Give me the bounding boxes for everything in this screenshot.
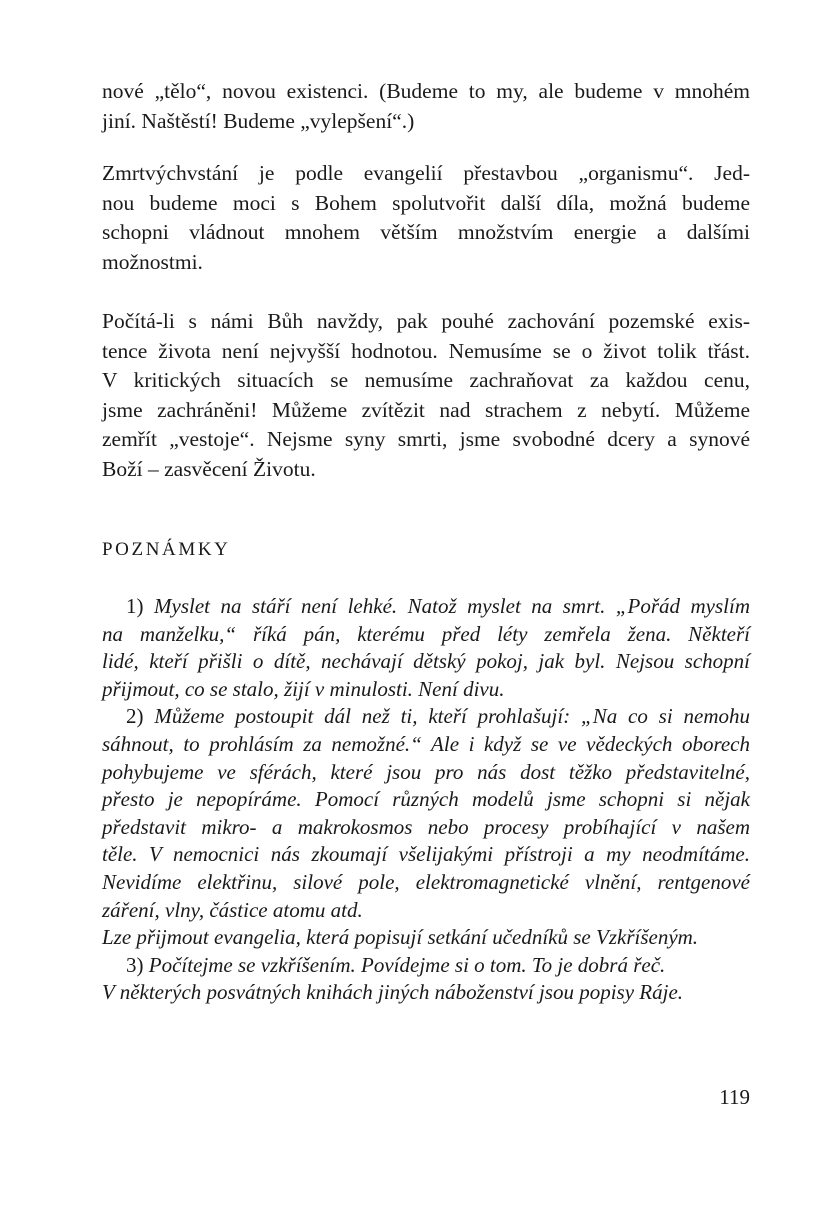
note-text: Můžeme postoupit dál než ti, kteří prohlašují: „Na co si nemohu — [154, 704, 750, 729]
note-line — [102, 952, 750, 980]
page-number: 119 — [719, 1085, 750, 1109]
note-number: 2) — [126, 704, 144, 729]
note-line — [102, 593, 750, 621]
text-line: tence života není nejvyšší hodnotou. Nemusíme se o život tolik třást. — [102, 338, 750, 363]
note-line: Nevidíme elektřinu, silové pole, elektromagnetické vlnění, rentgenové — [102, 869, 750, 894]
text-line: schopni vládnout mnohem větším množstvím energie a dalšími — [102, 220, 750, 244]
note-text: Počítejme se vzkříšením. Povídejme si o tom. To je dobrá řeč. — [148, 952, 666, 977]
text-line: V kritických situacích se nemusíme zachraňovat za každou cenu, — [102, 368, 750, 392]
text-line: jsme zachráněni! Můžeme zvítězit nad strachem z nebytí. Můžeme — [102, 397, 750, 422]
text-line: nové „tělo“, novou existenci. (Budeme to my, ale budeme v mnohém — [102, 79, 750, 103]
paragraph-2 — [102, 159, 750, 277]
note-line: Lze přijmout evangelia, která popisují setkání učedníků se Vzkříšeným. — [102, 925, 699, 950]
note-line: na manželku,“ říká pán, kterému před léty zemřela žena. Někteří — [102, 621, 750, 646]
note-number: 3) — [126, 952, 144, 977]
note-3 — [102, 952, 750, 1007]
note-line: přijmout, co se stalo, žijí v minulosti. Není divu. — [102, 676, 505, 701]
paragraph-3 — [102, 307, 750, 484]
note-2 — [102, 703, 750, 951]
note-line: představit mikro- a makrokosmos nebo procesy probíhající v našem — [102, 814, 750, 839]
text-line: Zmrtvýchvstání je podle evangelií přestavbou „organismu“. Jed- — [102, 161, 750, 185]
text-line: jiní. Naštěstí! Budeme „vylepšení“.) — [102, 108, 415, 133]
notes-heading: POZNÁMKY — [102, 539, 231, 560]
paragraph-1 — [102, 77, 750, 136]
text-line: zemřít „vestoje“. Nejsme syny smrti, jsme svobodné dcery a synové — [102, 427, 750, 451]
note-text: Myslet na stáří není lehké. Natož myslet na smrt. „Pořád myslím — [154, 594, 751, 618]
text-line: Počítá-li s námi Bůh navždy, pak pouhé zachování pozemské exis- — [102, 309, 750, 333]
text-line: možnostmi. — [102, 249, 203, 274]
note-line: těle. V nemocnici nás zkoumají všelijakými přístroji a my neodmítáme. — [102, 842, 750, 867]
note-line: V některých posvátných knihách jiných náboženství jsou popisy Ráje. — [102, 980, 684, 1005]
note-line: sáhnout, to prohlásím za nemožné.“ Ale i když se ve vědeckých oborech — [102, 731, 750, 756]
text-line: Boží – zasvěcení Životu. — [102, 456, 316, 481]
note-line — [102, 703, 750, 731]
note-number: 1) — [126, 594, 144, 618]
note-line: pohybujeme ve sférách, které jsou pro nás dost těžko představitelné, — [102, 759, 750, 784]
note-line: lidé, kteří přišli o dítě, nechávají dětský pokoj, jak byl. Nejsou schopní — [102, 649, 750, 674]
note-1 — [102, 593, 750, 703]
text-line: nou budeme moci s Bohem spolutvořit další díla, možná budeme — [102, 190, 750, 215]
notes-section — [102, 593, 750, 1007]
note-line: přesto je nepopíráme. Pomocí různých modelů jsme schopni si nějak — [102, 787, 750, 812]
note-line: záření, vlny, částice atomu atd. — [102, 897, 363, 922]
